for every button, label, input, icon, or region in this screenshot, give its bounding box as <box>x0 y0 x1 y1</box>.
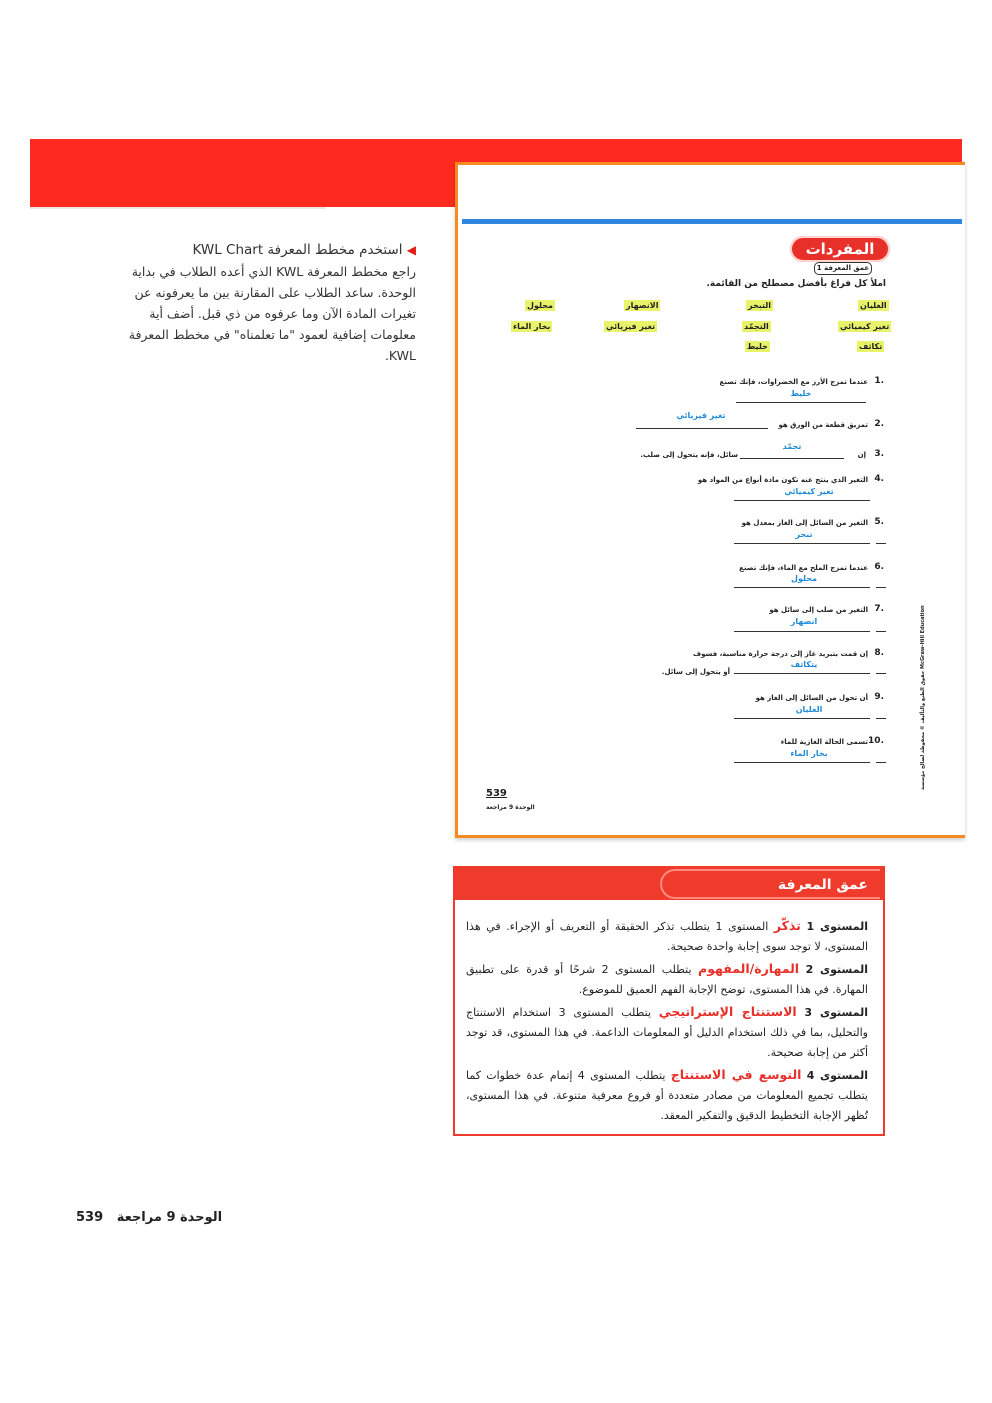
answer-dash <box>876 543 886 544</box>
copyright-notice <box>920 605 932 790</box>
answer-line <box>734 718 870 719</box>
word-bank-term: تكاثف <box>859 342 883 351</box>
question-number: 8. <box>874 648 884 658</box>
question-text: التغير من السائل إلى الغاز بمعدل هو <box>741 519 868 527</box>
question-text: أن تحول من السائل إلى الغاز هو <box>755 694 868 702</box>
answer-dash <box>876 587 886 588</box>
dok-level-2 <box>466 959 868 1000</box>
kwl-teacher-note <box>110 240 416 366</box>
question-text: التغير من صلب إلى سائل هو <box>769 606 868 614</box>
dok-level-label: المستوى 2 <box>805 963 868 976</box>
copyright-text: حقوق الطبع والتأليف © محفوظة لصالح مؤسسة McGraw-Hill Education <box>920 605 926 790</box>
question-text-continued: سائل، فإنه يتحول إلى صلب. <box>640 451 738 459</box>
answer-line <box>636 428 768 429</box>
question-text: التغير الذي ينتج عنه تكون مادة أنواع من المواد هو <box>697 476 868 484</box>
answer-line <box>734 673 870 674</box>
answer-text: بخار الماء <box>790 749 828 758</box>
answer-line <box>734 543 870 544</box>
word-bank-term: التجمّد <box>744 322 769 331</box>
word-bank-term: محلول <box>527 301 553 310</box>
answer-line <box>734 762 870 763</box>
answer-line <box>734 631 870 632</box>
footer-label: الوحدة 9 مراجعة <box>116 1210 223 1225</box>
word-bank-term: بخار الماء <box>513 322 551 331</box>
dok-level-text: المستوى 1 يتطلب تذكر الحقيقة أو التعريف أو الإجراء. في هذا المستوى، لا توجد سوى إجابة واحدة صحيحة. <box>466 920 868 953</box>
question-number: 9. <box>874 692 884 702</box>
question-number: 3. <box>874 449 884 459</box>
arrow-left-icon: ◀ <box>406 243 416 257</box>
answer-dash <box>876 762 886 763</box>
dok-level-1 <box>466 916 868 957</box>
student-page-label: الوحدة 9 مراجعة <box>486 804 535 811</box>
question-text: تمزيق قطعة من الورق هو <box>778 421 868 429</box>
answer-text: محلول <box>791 574 817 583</box>
dok-level-keyword: تذكّر <box>773 918 801 933</box>
answer-line <box>734 500 870 501</box>
question-text: عندما تمزج الأرز مع الخضراوات، فإنك تصنع <box>719 378 868 386</box>
question-text: إن <box>857 451 866 459</box>
student-page-thumbnail <box>455 162 965 838</box>
answer-line <box>734 587 870 588</box>
answer-text: خليط <box>790 389 812 398</box>
answer-text: انصهار <box>790 617 818 626</box>
answer-text: تغير كيميائي <box>784 487 834 496</box>
answer-text: تغير فيزيائي <box>676 411 726 420</box>
answer-text: تبخر <box>795 530 813 539</box>
dok-level-label: المستوى 3 <box>804 1006 868 1019</box>
footer-page-number: 539 <box>76 1210 104 1225</box>
dok-level-text: يتطلب المستوى 4 إتمام عدة خطوات كما يتطلب تجميع المعلومات من مصادر متعددة أو فروع معرفية متنوعة. في هذا المستوى، تُظهر الإجابة التخطيط الدقيق والتفكير المعقد. <box>466 1069 868 1122</box>
dok-level-text: يتطلب المستوى 2 شرحًا أو قدرة على تطبيق المهارة. في هذا المستوى، توضح الإجابة الفهم العميق للموضوع. <box>466 963 868 996</box>
question-text: تسمى الحالة الغازية للماء <box>780 738 868 746</box>
student-page-rule <box>462 219 962 224</box>
dok-level-text: يتطلب المستوى 3 استخدام الاستنتاج والتحليل، بما في ذلك استخدام الدليل أو المعلومات الداعمة. في هذا المستوى، قد توجد أكثر من إجابة صحيحة. <box>466 1006 868 1059</box>
question-number: 7. <box>874 604 884 614</box>
answer-line <box>740 458 844 459</box>
dok-title: عمق المعرفة <box>660 869 880 899</box>
vocabulary-instruction: املأ كل فراغ بأفضل مصطلح من القائمة. <box>706 279 886 289</box>
vocabulary-title: المفردات <box>790 236 890 262</box>
question-text-continued: أو يتحول إلى سائل. <box>661 668 730 676</box>
kwl-heading-arabic: استخدم مخطط المعرفة <box>267 242 403 258</box>
dok-level-label: المستوى 1 <box>806 920 868 933</box>
word-bank-term: تغير كيميائي <box>840 322 890 331</box>
dok-level-3 <box>466 1002 868 1063</box>
question-number: 1. <box>874 376 884 386</box>
kwl-note-body: راجع مخطط المعرفة KWL الذي أعده الطلاب في بداية الوحدة. ساعد الطلاب على المقارنة بين ما يعرفونه عن تغيرات المادة الآن وما عرفوه من ذي قبل. أضف أية معلومات إضافية لعمود "ما تعلمناه" في مخطط المعرفة KWL. <box>128 264 416 363</box>
question-number: 6. <box>874 562 884 572</box>
answer-text: تجمّد <box>782 442 802 451</box>
question-text: عندما تمزج الملح مع الماء، فإنك تصنع <box>739 564 868 572</box>
answer-text: الغليان <box>795 705 823 714</box>
answer-dash <box>876 718 886 719</box>
dok-level-4 <box>466 1065 868 1126</box>
word-bank-term: الغليان <box>860 301 887 310</box>
question-number: 2. <box>874 419 884 429</box>
answer-line <box>736 402 866 403</box>
dok-level-keyword: التوسع في الاستنتاج <box>670 1067 802 1082</box>
dok-body <box>466 916 868 1124</box>
question-number: 5. <box>874 517 884 527</box>
word-bank-term: خليط <box>747 342 768 351</box>
header-divider <box>30 207 326 209</box>
question-text: إن قمت بتبريد غاز إلى درجة حرارة مناسبة، فسوف <box>692 650 868 658</box>
answer-text: يتكاثف <box>790 660 818 669</box>
question-number: 4. <box>874 474 884 484</box>
word-bank-term: تغير فيزيائي <box>606 322 656 331</box>
dok-level-keyword: المهارة/المفهوم <box>698 961 800 976</box>
dok-level-keyword: الاستنتاج الإستراتيجي <box>658 1004 797 1019</box>
dok-level-tag: عمق المعرفة 1 <box>814 262 872 275</box>
word-bank-term: الانصهار <box>626 301 659 310</box>
dok-level-label: المستوى 4 <box>806 1069 868 1082</box>
word-bank-term: التبخر <box>748 301 772 310</box>
question-number: 10. <box>868 736 884 746</box>
kwl-note-heading <box>110 240 416 261</box>
page-footer <box>76 1210 222 1225</box>
student-page-number: 539 <box>486 788 507 799</box>
kwl-heading-english: KWL Chart <box>192 242 264 258</box>
answer-dash <box>876 673 886 674</box>
answer-dash <box>876 631 886 632</box>
